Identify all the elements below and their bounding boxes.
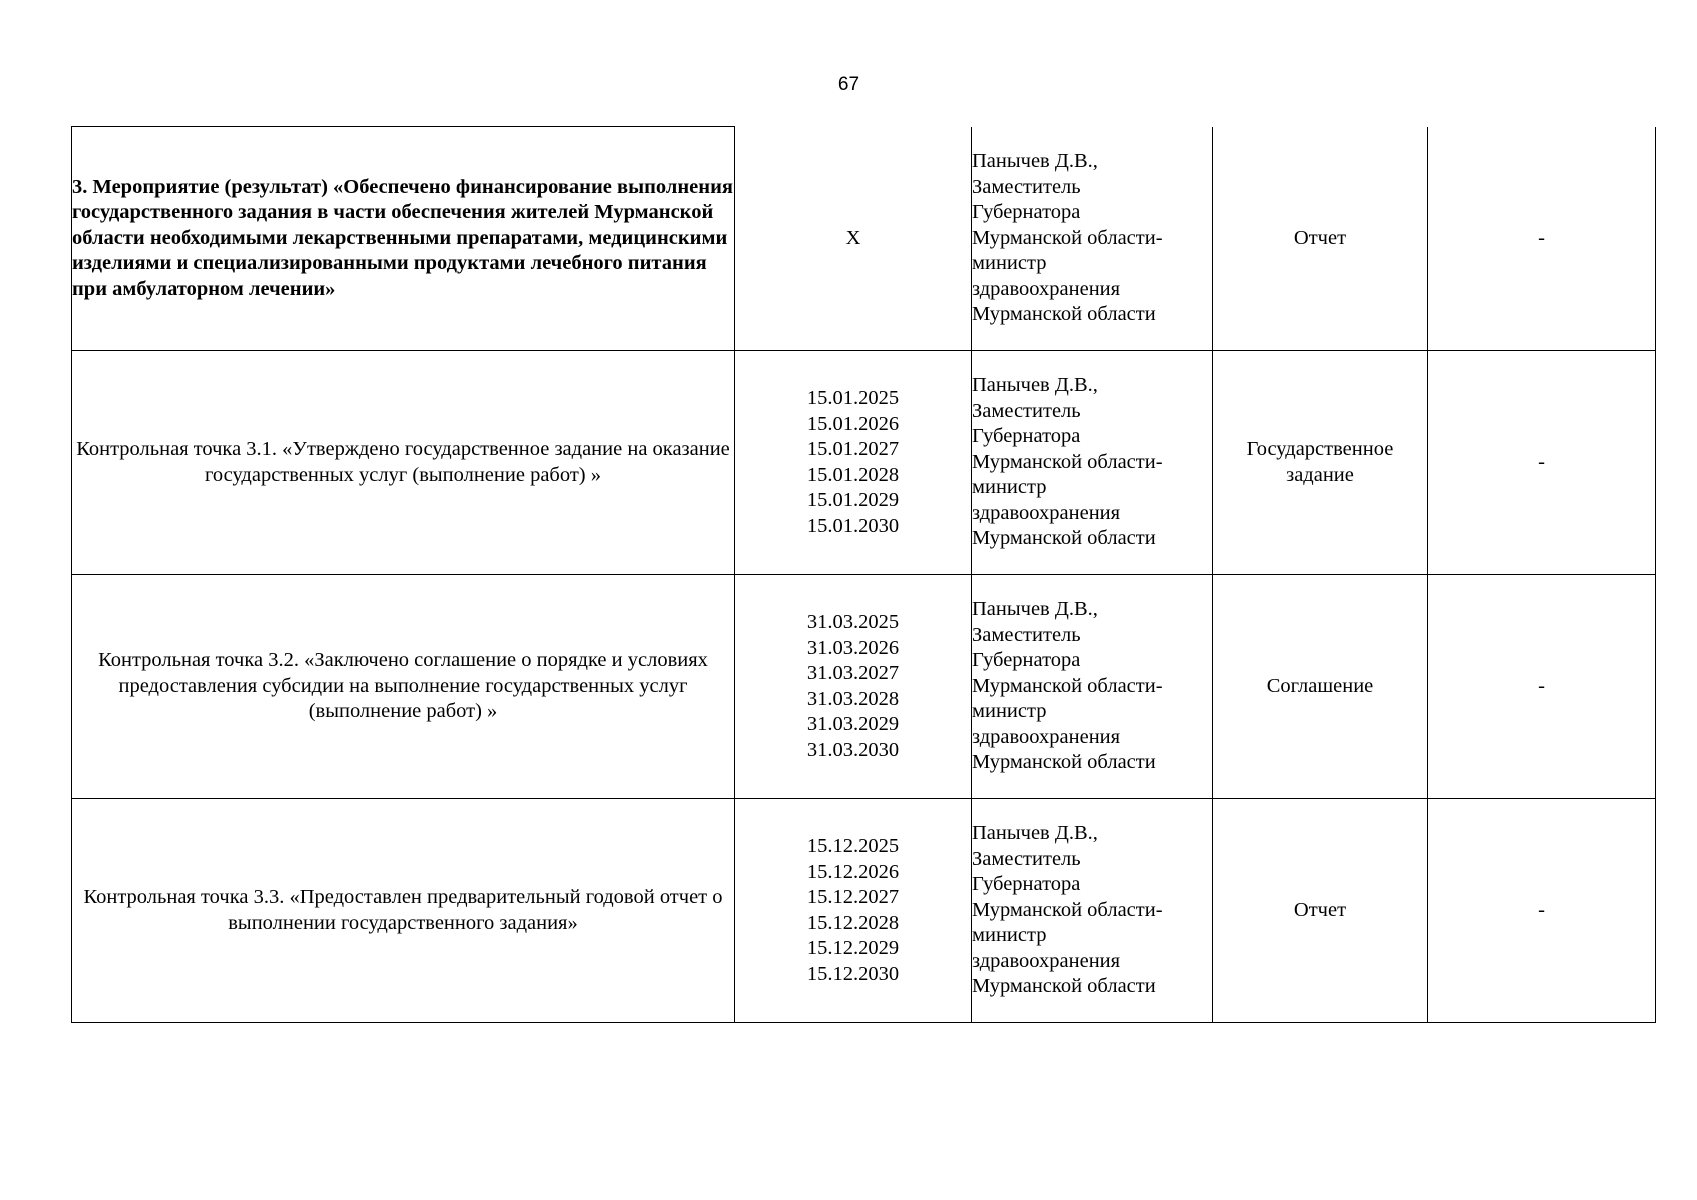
responsible-line: здравоохранения [972, 277, 1121, 300]
deadline-cell [735, 351, 972, 575]
deadline-date: 15.01.2028 [806, 463, 900, 486]
responsible-line: Мурманской области [972, 527, 1156, 550]
document-type-cell: Соглашение [1213, 575, 1428, 799]
responsible-line: Мурманской области [972, 975, 1156, 998]
responsible-line: Заместитель [972, 175, 1081, 198]
deadline-date: Х [845, 226, 861, 249]
note-cell: - [1428, 127, 1656, 351]
responsible-line: Панычев Д.В., [972, 374, 1098, 397]
responsible-line: Панычев Д.В., [972, 822, 1098, 845]
control-point-title: Контрольная точка 3.3. «Предоставлен предварительный годовой отчет о выполнении государственного задания» [72, 799, 735, 1023]
responsible-cell [972, 127, 1213, 351]
deadline-date: 31.03.2030 [806, 738, 900, 761]
responsible-line: министр [972, 252, 1047, 274]
responsible-line: здравоохранения [972, 725, 1121, 748]
control-point-row [72, 575, 1656, 799]
responsible-line: здравоохранения [972, 949, 1121, 972]
responsible-line: Заместитель [972, 623, 1081, 646]
responsible-line: министр [972, 924, 1047, 947]
deadline-date: 31.03.2028 [806, 687, 900, 710]
note-cell: - [1428, 575, 1656, 799]
deadline-cell [735, 127, 972, 351]
event-row [72, 127, 1656, 351]
deadline-date: 15.12.2029 [806, 937, 900, 959]
responsible-cell [972, 351, 1213, 575]
responsible-line: Мурманской области [972, 751, 1156, 774]
responsible-line: Панычев Д.В., [972, 598, 1098, 621]
responsible-line: министр [972, 700, 1047, 723]
plan-table-body [72, 127, 1656, 1023]
note-cell: - [1428, 351, 1656, 575]
deadline-date: 15.12.2030 [806, 962, 900, 985]
deadline-date: 15.01.2027 [806, 438, 900, 460]
deadline-date: 15.12.2026 [806, 860, 900, 883]
responsible-line: Губернатора [972, 201, 1081, 223]
responsible-line: Мурманской области- [972, 226, 1163, 249]
deadline-date: 15.12.2028 [806, 911, 900, 934]
control-point-title: Контрольная точка 3.2. «Заключено соглашение о порядке и условиях предоставления субсидии на выполнение государственных услуг (выполнение работ) » [72, 575, 735, 799]
responsible-line: Заместитель [972, 399, 1081, 422]
deadline-date: 15.01.2029 [806, 489, 900, 511]
responsible-line: Мурманской области- [972, 898, 1163, 921]
event-title: 3. Мероприятие (результат) «Обеспечено финансирование выполнения государственного задания в части обеспечения жителей Мурманской области необходимыми лекарственными препаратами, медицинскими изделиями и специализированными продуктами лечебного питания при амбулаторном лечении» [72, 127, 735, 351]
responsible-line: Панычев Д.В., [972, 150, 1098, 172]
control-point-row [72, 799, 1656, 1023]
plan-table [71, 126, 1656, 1023]
deadline-date: 15.01.2026 [806, 412, 900, 435]
responsible-line: Мурманской области- [972, 674, 1163, 697]
document-type-cell: Отчет [1213, 127, 1428, 351]
deadline-date: 31.03.2027 [806, 662, 900, 684]
responsible-cell [972, 575, 1213, 799]
deadline-cell [735, 799, 972, 1023]
control-point-title: Контрольная точка 3.1. «Утверждено государственное задание на оказание государственных услуг (выполнение работ) » [72, 351, 735, 575]
control-point-row [72, 351, 1656, 575]
document-type-cell: Государственное задание [1213, 351, 1428, 575]
deadline-date: 31.03.2029 [806, 713, 900, 735]
responsible-line: Губернатора [972, 873, 1081, 896]
deadline-date: 31.03.2026 [806, 636, 900, 659]
deadline-date: 15.12.2025 [806, 835, 900, 857]
responsible-line: здравоохранения [972, 501, 1121, 524]
responsible-line: Губернатора [972, 649, 1081, 672]
responsible-line: Мурманской области [972, 303, 1156, 325]
responsible-line: министр [972, 476, 1047, 499]
deadline-date: 15.12.2027 [806, 886, 900, 908]
deadline-date: 31.03.2025 [806, 611, 900, 633]
responsible-line: Мурманской области- [972, 450, 1163, 473]
responsible-line: Губернатора [972, 425, 1081, 448]
deadline-date: 15.01.2025 [806, 387, 900, 409]
deadline-date: 15.01.2030 [806, 514, 900, 537]
document-type-cell: Отчет [1213, 799, 1428, 1023]
responsible-cell [972, 799, 1213, 1023]
page-number: 67 [837, 74, 860, 95]
note-cell: - [1428, 799, 1656, 1023]
responsible-line: Заместитель [972, 847, 1081, 870]
deadline-cell [735, 575, 972, 799]
